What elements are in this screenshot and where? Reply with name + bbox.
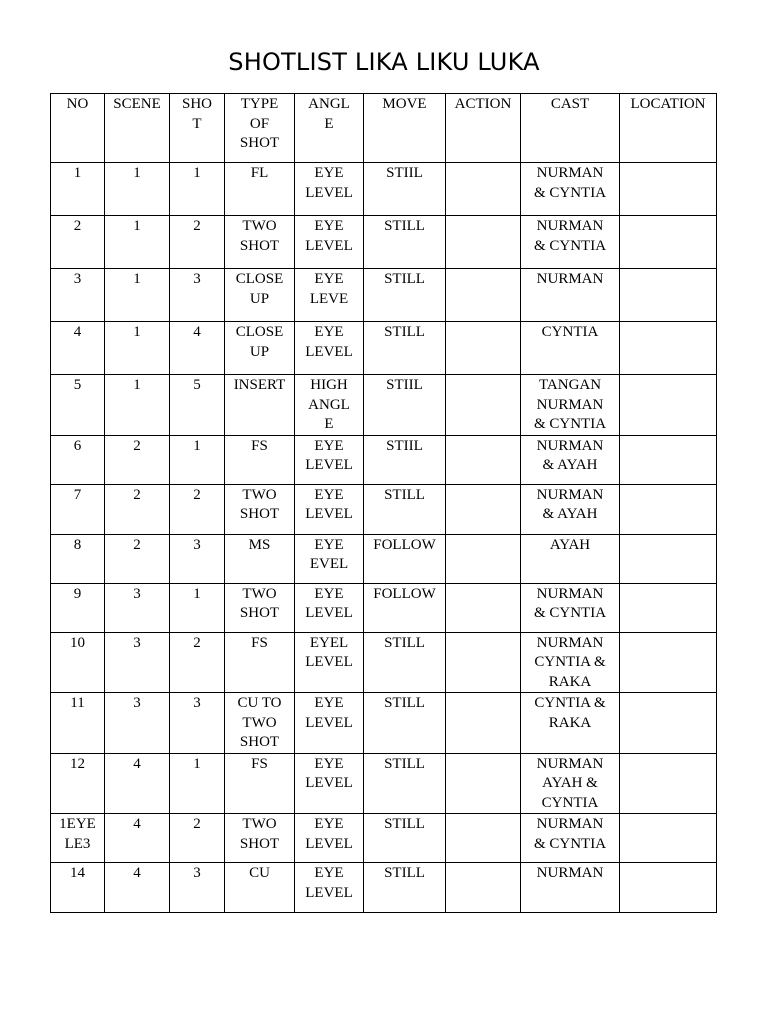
cell-angle: EYE EVEL xyxy=(295,534,364,583)
cell-type: CLOSE UP xyxy=(225,269,295,322)
cell-scene: 3 xyxy=(105,693,170,754)
cell-action xyxy=(446,753,521,814)
cell-location xyxy=(620,693,717,754)
cell-scene: 1 xyxy=(105,322,170,375)
table-row xyxy=(51,435,717,484)
cell-shot: 1 xyxy=(170,435,225,484)
table-row xyxy=(51,693,717,754)
table-row xyxy=(51,583,717,632)
cell-angle: EYE LEVEL xyxy=(295,693,364,754)
cell-cast: NURMAN & CYNTIA xyxy=(521,163,620,216)
cell-type: FS xyxy=(225,632,295,693)
cell-type: CLOSE UP xyxy=(225,322,295,375)
cell-action xyxy=(446,534,521,583)
cell-action xyxy=(446,863,521,913)
table-row xyxy=(51,216,717,269)
header-type-of-shot: TYPE OF SHOT xyxy=(225,94,295,163)
header-move: MOVE xyxy=(364,94,446,163)
cell-action xyxy=(446,435,521,484)
cell-cast: CYNTIA & RAKA xyxy=(521,693,620,754)
cell-scene: 3 xyxy=(105,632,170,693)
cell-scene: 3 xyxy=(105,583,170,632)
cell-no: 11 xyxy=(51,693,105,754)
cell-action xyxy=(446,322,521,375)
cell-no: 4 xyxy=(51,322,105,375)
header-action: ACTION xyxy=(446,94,521,163)
cell-move: STIIL xyxy=(364,435,446,484)
cell-shot: 4 xyxy=(170,322,225,375)
cell-shot: 2 xyxy=(170,632,225,693)
cell-no: 10 xyxy=(51,632,105,693)
table-row xyxy=(51,269,717,322)
table-row xyxy=(51,322,717,375)
cell-scene: 2 xyxy=(105,484,170,534)
cell-angle: EYE LEVEL xyxy=(295,583,364,632)
cell-no: 1 xyxy=(51,163,105,216)
cell-location xyxy=(620,484,717,534)
cell-type: INSERT xyxy=(225,375,295,436)
header-shot: SHO T xyxy=(170,94,225,163)
cell-no: 5 xyxy=(51,375,105,436)
cell-action xyxy=(446,814,521,863)
cell-angle: EYE LEVEL xyxy=(295,484,364,534)
cell-action xyxy=(446,583,521,632)
table-row xyxy=(51,375,717,436)
cell-shot: 3 xyxy=(170,269,225,322)
cell-location xyxy=(620,753,717,814)
cell-shot: 5 xyxy=(170,375,225,436)
cell-location xyxy=(620,216,717,269)
cell-move: STILL xyxy=(364,753,446,814)
cell-shot: 2 xyxy=(170,814,225,863)
cell-move: STIIL xyxy=(364,163,446,216)
cell-angle: EYE LEVEL xyxy=(295,216,364,269)
cell-type: FS xyxy=(225,435,295,484)
cell-shot: 1 xyxy=(170,753,225,814)
cell-angle: EYE LEVEL xyxy=(295,322,364,375)
cell-angle: EYE LEVEL xyxy=(295,435,364,484)
header-row xyxy=(51,94,717,163)
cell-cast: TANGAN NURMAN & CYNTIA xyxy=(521,375,620,436)
cell-scene: 1 xyxy=(105,216,170,269)
cell-angle: EYE LEVEL xyxy=(295,753,364,814)
cell-type: FL xyxy=(225,163,295,216)
cell-no: 2 xyxy=(51,216,105,269)
cell-cast: NURMAN AYAH & CYNTIA xyxy=(521,753,620,814)
cell-type: TWO SHOT xyxy=(225,216,295,269)
cell-move: STIIL xyxy=(364,375,446,436)
cell-location xyxy=(620,163,717,216)
cell-cast: NURMAN & CYNTIA xyxy=(521,583,620,632)
cell-shot: 2 xyxy=(170,484,225,534)
cell-cast: NURMAN xyxy=(521,863,620,913)
cell-scene: 2 xyxy=(105,534,170,583)
cell-cast: NURMAN CYNTIA & RAKA xyxy=(521,632,620,693)
cell-scene: 2 xyxy=(105,435,170,484)
cell-no: 9 xyxy=(51,583,105,632)
cell-shot: 3 xyxy=(170,863,225,913)
cell-cast: NURMAN & AYAH xyxy=(521,484,620,534)
cell-location xyxy=(620,375,717,436)
cell-cast: NURMAN & CYNTIA xyxy=(521,814,620,863)
cell-location xyxy=(620,435,717,484)
cell-move: STILL xyxy=(364,322,446,375)
table-row xyxy=(51,484,717,534)
cell-type: TWO SHOT xyxy=(225,583,295,632)
cell-cast: NURMAN xyxy=(521,269,620,322)
cell-angle: EYE LEVEL xyxy=(295,814,364,863)
table-row xyxy=(51,163,717,216)
header-location: LOCATION xyxy=(620,94,717,163)
header-no: NO xyxy=(51,94,105,163)
shotlist-table xyxy=(50,93,717,913)
cell-cast: CYNTIA xyxy=(521,322,620,375)
cell-shot: 3 xyxy=(170,693,225,754)
cell-move: STILL xyxy=(364,863,446,913)
cell-angle: EYE LEVEL xyxy=(295,163,364,216)
cell-type: MS xyxy=(225,534,295,583)
cell-shot: 1 xyxy=(170,163,225,216)
cell-no: 12 xyxy=(51,753,105,814)
cell-scene: 1 xyxy=(105,375,170,436)
cell-move: STILL xyxy=(364,814,446,863)
cell-move: STILL xyxy=(364,269,446,322)
cell-shot: 2 xyxy=(170,216,225,269)
table-row xyxy=(51,632,717,693)
cell-location xyxy=(620,863,717,913)
cell-type: TWO SHOT xyxy=(225,484,295,534)
cell-no: 7 xyxy=(51,484,105,534)
cell-scene: 4 xyxy=(105,753,170,814)
table-row xyxy=(51,863,717,913)
cell-angle: EYE LEVE xyxy=(295,269,364,322)
cell-location xyxy=(620,269,717,322)
page-title: SHOTLIST LIKA LIKU LUKA xyxy=(228,48,540,76)
header-cast: CAST xyxy=(521,94,620,163)
cell-move: STILL xyxy=(364,632,446,693)
cell-angle: HIGH ANGL E xyxy=(295,375,364,436)
table-row xyxy=(51,814,717,863)
cell-action xyxy=(446,375,521,436)
cell-no: 1EYE LE3 xyxy=(51,814,105,863)
cell-type: CU xyxy=(225,863,295,913)
cell-scene: 1 xyxy=(105,269,170,322)
cell-move: STILL xyxy=(364,693,446,754)
cell-action xyxy=(446,693,521,754)
cell-no: 6 xyxy=(51,435,105,484)
cell-angle: EYEL LEVEL xyxy=(295,632,364,693)
cell-move: FOLLOW xyxy=(364,534,446,583)
table-row xyxy=(51,534,717,583)
cell-move: STILL xyxy=(364,484,446,534)
cell-location xyxy=(620,814,717,863)
cell-scene: 4 xyxy=(105,814,170,863)
cell-scene: 1 xyxy=(105,163,170,216)
cell-location xyxy=(620,583,717,632)
cell-angle: EYE LEVEL xyxy=(295,863,364,913)
cell-action xyxy=(446,484,521,534)
cell-location xyxy=(620,322,717,375)
cell-move: FOLLOW xyxy=(364,583,446,632)
cell-no: 14 xyxy=(51,863,105,913)
header-scene: SCENE xyxy=(105,94,170,163)
cell-cast: NURMAN & AYAH xyxy=(521,435,620,484)
cell-no: 3 xyxy=(51,269,105,322)
cell-type: FS xyxy=(225,753,295,814)
cell-location xyxy=(620,632,717,693)
cell-type: CU TO TWO SHOT xyxy=(225,693,295,754)
cell-action xyxy=(446,216,521,269)
cell-shot: 1 xyxy=(170,583,225,632)
header-angle: ANGL E xyxy=(295,94,364,163)
cell-cast: AYAH xyxy=(521,534,620,583)
cell-scene: 4 xyxy=(105,863,170,913)
cell-shot: 3 xyxy=(170,534,225,583)
cell-action xyxy=(446,632,521,693)
cell-action xyxy=(446,163,521,216)
cell-no: 8 xyxy=(51,534,105,583)
cell-location xyxy=(620,534,717,583)
table-row xyxy=(51,753,717,814)
cell-move: STILL xyxy=(364,216,446,269)
cell-action xyxy=(446,269,521,322)
cell-type: TWO SHOT xyxy=(225,814,295,863)
cell-cast: NURMAN & CYNTIA xyxy=(521,216,620,269)
